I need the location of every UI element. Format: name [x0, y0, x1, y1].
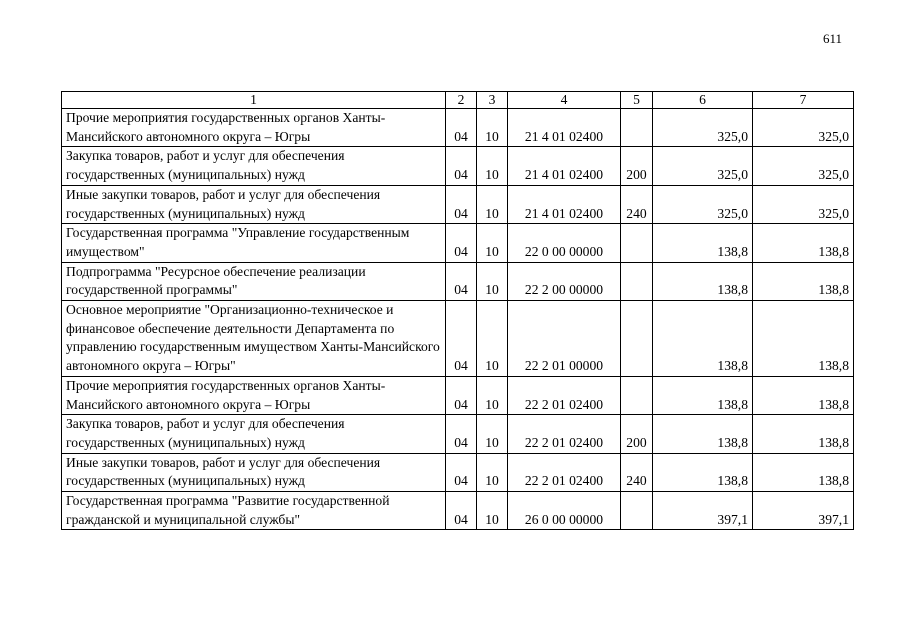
expense-type-cell	[621, 301, 653, 377]
section-code-cell: 04	[446, 492, 477, 530]
amount-year2-cell: 138,8	[753, 453, 854, 491]
expense-type-cell: 240	[621, 453, 653, 491]
subsection-code-cell: 10	[477, 453, 508, 491]
expense-type-cell	[621, 109, 653, 147]
section-code-cell: 04	[446, 224, 477, 262]
table-header-row	[62, 92, 854, 109]
amount-year2-cell: 138,8	[753, 301, 854, 377]
amount-year2-cell: 138,8	[753, 224, 854, 262]
subsection-code-cell: 10	[477, 147, 508, 185]
table-row	[62, 492, 854, 530]
row-name-cell: Закупка товаров, работ и услуг для обеспечения государственных (муниципальных) нужд	[62, 415, 446, 453]
expense-type-cell: 200	[621, 147, 653, 185]
target-article-cell: 21 4 01 02400	[508, 147, 621, 185]
row-name-cell: Иные закупки товаров, работ и услуг для обеспечения государственных (муниципальных) нужд	[62, 185, 446, 223]
section-code-cell: 04	[446, 185, 477, 223]
page-number: 611	[822, 31, 842, 46]
column-header: 6	[653, 92, 753, 109]
target-article-cell: 22 2 01 02400	[508, 453, 621, 491]
target-article-cell: 22 2 01 00000	[508, 301, 621, 377]
target-article-cell: 22 2 00 00000	[508, 262, 621, 300]
amount-year2-cell: 325,0	[753, 147, 854, 185]
table-row	[62, 376, 854, 414]
row-name-cell: Основное мероприятие "Организационно-техническое и финансовое обеспечение деятельности Департамента по управлению государственным имуществом Ханты-Мансийского автономного округа – Югры"	[62, 301, 446, 377]
target-article-cell: 26 0 00 00000	[508, 492, 621, 530]
table-row	[62, 109, 854, 147]
section-code-cell: 04	[446, 301, 477, 377]
amount-year1-cell: 138,8	[653, 262, 753, 300]
table-row	[62, 301, 854, 377]
amount-year2-cell: 138,8	[753, 415, 854, 453]
amount-year2-cell: 138,8	[753, 262, 854, 300]
target-article-cell: 22 2 01 02400	[508, 376, 621, 414]
target-article-cell: 21 4 01 02400	[508, 185, 621, 223]
row-name-cell: Прочие мероприятия государственных органов Ханты-Мансийского автономного округа – Югры	[62, 109, 446, 147]
amount-year2-cell: 325,0	[753, 109, 854, 147]
expense-type-cell	[621, 224, 653, 262]
row-name-cell: Иные закупки товаров, работ и услуг для обеспечения государственных (муниципальных) нужд	[62, 453, 446, 491]
row-name-cell: Прочие мероприятия государственных органов Ханты-Мансийского автономного округа – Югры	[62, 376, 446, 414]
section-code-cell: 04	[446, 262, 477, 300]
table-row	[62, 185, 854, 223]
subsection-code-cell: 10	[477, 376, 508, 414]
column-header: 1	[62, 92, 446, 109]
target-article-cell: 21 4 01 02400	[508, 109, 621, 147]
amount-year2-cell: 325,0	[753, 185, 854, 223]
expense-type-cell	[621, 376, 653, 414]
table-row	[62, 453, 854, 491]
expense-type-cell: 240	[621, 185, 653, 223]
subsection-code-cell: 10	[477, 492, 508, 530]
table-row	[62, 224, 854, 262]
column-header: 4	[508, 92, 621, 109]
row-name-cell: Государственная программа "Управление государственным имуществом"	[62, 224, 446, 262]
section-code-cell: 04	[446, 376, 477, 414]
amount-year1-cell: 138,8	[653, 301, 753, 377]
expense-type-cell	[621, 262, 653, 300]
subsection-code-cell: 10	[477, 301, 508, 377]
amount-year1-cell: 325,0	[653, 185, 753, 223]
table-row	[62, 262, 854, 300]
section-code-cell: 04	[446, 415, 477, 453]
column-header: 2	[446, 92, 477, 109]
target-article-cell: 22 0 00 00000	[508, 224, 621, 262]
section-code-cell: 04	[446, 109, 477, 147]
amount-year2-cell: 138,8	[753, 376, 854, 414]
row-name-cell: Государственная программа "Развитие государственной гражданской и муниципальной службы"	[62, 492, 446, 530]
expense-type-cell	[621, 492, 653, 530]
table-row	[62, 415, 854, 453]
expense-type-cell: 200	[621, 415, 653, 453]
amount-year1-cell: 138,8	[653, 453, 753, 491]
subsection-code-cell: 10	[477, 262, 508, 300]
amount-year1-cell: 138,8	[653, 376, 753, 414]
section-code-cell: 04	[446, 453, 477, 491]
amount-year1-cell: 325,0	[653, 147, 753, 185]
amount-year2-cell: 397,1	[753, 492, 854, 530]
table-row	[62, 147, 854, 185]
amount-year1-cell: 325,0	[653, 109, 753, 147]
amount-year1-cell: 397,1	[653, 492, 753, 530]
row-name-cell: Закупка товаров, работ и услуг для обеспечения государственных (муниципальных) нужд	[62, 147, 446, 185]
subsection-code-cell: 10	[477, 415, 508, 453]
amount-year1-cell: 138,8	[653, 415, 753, 453]
column-header: 3	[477, 92, 508, 109]
amount-year1-cell: 138,8	[653, 224, 753, 262]
section-code-cell: 04	[446, 147, 477, 185]
budget-table	[61, 91, 854, 530]
column-header: 7	[753, 92, 854, 109]
target-article-cell: 22 2 01 02400	[508, 415, 621, 453]
subsection-code-cell: 10	[477, 109, 508, 147]
row-name-cell: Подпрограмма "Ресурсное обеспечение реализации государственной программы"	[62, 262, 446, 300]
subsection-code-cell: 10	[477, 185, 508, 223]
column-header: 5	[621, 92, 653, 109]
subsection-code-cell: 10	[477, 224, 508, 262]
